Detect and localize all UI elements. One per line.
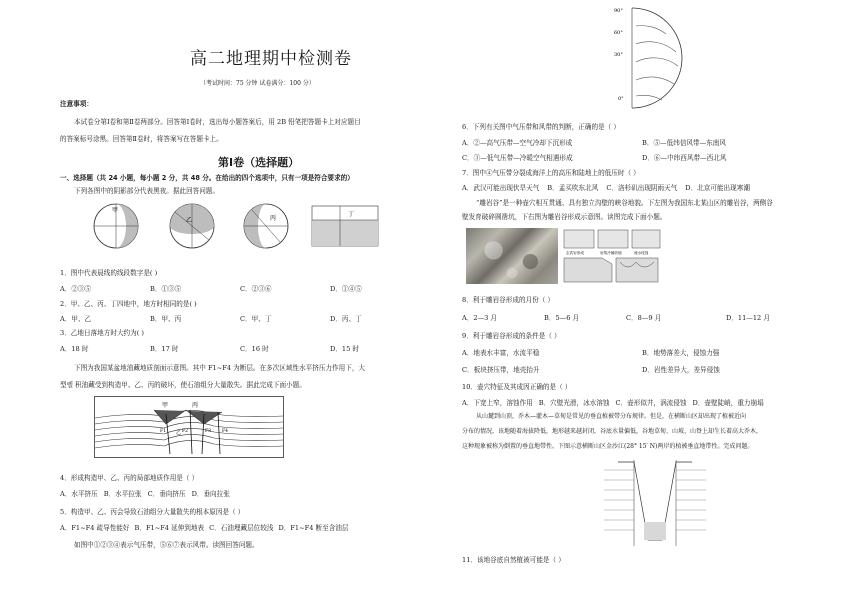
q1-opt-a[interactable]: A．②③⑤: [60, 285, 92, 293]
strata-marker-f2: F2: [182, 429, 188, 434]
q2-opt-d[interactable]: D．丙、丁: [330, 315, 362, 323]
globe-1-label: 甲: [112, 207, 119, 214]
globe-4: [312, 206, 378, 246]
block-caption-3: 流水侵蚀: [634, 251, 649, 255]
q1-options: [60, 285, 420, 294]
block-caption-1: 玄武岩形成: [566, 251, 584, 255]
section-instruction: 一、选择题（共 24 小题，每小题 2 分，共 48 分。在给出的四个选项中，只有一项是符合要求的）: [60, 174, 354, 182]
globe-figures: [90, 200, 390, 252]
q7-opt-d[interactable]: D．北京可能出现寒潮: [685, 184, 750, 192]
q5-opt-d[interactable]: D．F1~F4 断至含油层: [278, 524, 349, 532]
q4-opt-b[interactable]: B．水平拉张: [103, 490, 142, 498]
q4-opt-a[interactable]: A．水平挤压: [60, 490, 98, 498]
q5-opt-a[interactable]: A．F1~F4 疏导性能好: [60, 524, 130, 532]
q4-stem: 4．形成构造甲、乙、丙的局部地质作用是（ ）: [60, 474, 199, 482]
q2-opt-c[interactable]: C．甲、丁: [240, 315, 272, 323]
strata-marker-f4: F4: [222, 429, 228, 434]
notes-heading: 注意事项：: [60, 100, 93, 108]
q11-stem: 11．该地谷底自然植被可能是（ ）: [462, 556, 565, 564]
section-title: 第Ⅰ卷（选择题）: [218, 156, 300, 169]
block-caption-2: 岩浆冷凝收缩: [600, 251, 622, 255]
q2-opt-a[interactable]: A．甲、乙: [60, 315, 92, 323]
q10-stem: 10．壶穴特征及其成因正确的是（ ）: [462, 383, 572, 391]
strata-marker-f3: F3: [205, 429, 211, 434]
passage3: 如图中①②③④表示气压带，⑤⑥⑦表示风带。读图回答问题。: [74, 541, 259, 549]
notes-line-1: 本试卷分第Ⅰ卷和第Ⅱ卷两部分。回答第Ⅰ卷时，选出每小题答案后，用 2B 铅笔把答题卡上对应题目: [74, 118, 361, 126]
q8-opt-a[interactable]: A．2—3 月: [462, 314, 498, 322]
q2-stem: 2．甲、乙、丙、丁四地中，地方时相同的是( ): [60, 300, 197, 308]
left-column: [60, 0, 422, 608]
q6-stem: 6．下列有关图中气压带和风带的判断，正确的是（ ）: [462, 123, 620, 131]
q6-opt-b[interactable]: B．⑤—低纬信风带—东南风: [642, 139, 726, 147]
q10-options: [462, 399, 764, 408]
passage4-line-1: “雕岩谷”是一种壶穴相互贯通、具有独立沟壁的峡谷地貌。下左图为我国东北某山区的雕岩谷，两侧谷: [476, 199, 773, 207]
q3-opt-d[interactable]: D．15 时: [330, 345, 359, 353]
globe-1: [94, 204, 138, 248]
q3-opt-c[interactable]: C．16 时: [240, 345, 269, 353]
q7-options: [462, 184, 750, 193]
q1-opt-b[interactable]: B．①③⑤: [150, 285, 182, 293]
q10-opt-c[interactable]: C．壶形似井，涡流侵蚀: [615, 399, 687, 407]
q3-opt-b[interactable]: B．17 时: [150, 345, 179, 353]
pressure-belt-figure: [612, 4, 702, 112]
q2-opt-b[interactable]: B．甲、丙: [150, 315, 182, 323]
q1-opt-c[interactable]: C．②③⑥: [240, 285, 272, 293]
canyon-photo: [466, 228, 558, 284]
notes-line-2: 的答案标号涂黑。回答第Ⅱ卷时，将答案写在答题卡上。: [60, 135, 223, 143]
q7-opt-b[interactable]: B．孟买吹东北风: [547, 184, 599, 192]
q7-stem: 7．图中④气压带分裂成海洋上的高压和陆地上的低压时（ ）: [462, 169, 640, 177]
q8-options: [462, 314, 830, 323]
q5-opt-b[interactable]: B．F1~F4 延伸到地表: [134, 524, 205, 532]
strata-figure: [94, 396, 284, 458]
q5-options: [60, 524, 348, 533]
q9-stem: 9．利于雕岩谷形成的条件是（ ）: [462, 332, 561, 340]
passage5-line-1: 从山麓到山顶，乔木—灌木—草甸是常见的垂直植被带分布规律。但是，在横断山区却出现了植被近向: [476, 413, 747, 420]
q4-opt-d[interactable]: D．垂向拉张: [191, 490, 230, 498]
lat-label-60: 60°: [614, 30, 623, 36]
globe-4-label: 丁: [348, 211, 355, 218]
q8-stem: 8．利于雕岩谷形成的月份（ ）: [462, 296, 555, 304]
q8-opt-d[interactable]: D．11—12 月: [726, 314, 770, 322]
globe-2-label: 乙: [186, 217, 193, 224]
right-column: [462, 0, 830, 608]
exam-meta: （考试时间：75 分钟 试卷满分：100 分）: [200, 80, 315, 87]
q8-opt-c[interactable]: C．8—9 月: [626, 314, 662, 322]
passage5-line-2: 分布的情况，该地随着海拔降低，地形越来越封闭，谷底水量偏低，谷地草甸、山坡、山脊上却生长着高大乔木，: [462, 428, 763, 435]
passage2-line-1: 下图为我国某盆地油藏地质剖面示意图。其中 F1~F4 为断层。在多次区域性水平挤压力作用下，大: [74, 364, 366, 372]
q2-options: [60, 315, 420, 324]
q4-opt-c[interactable]: C．垂向挤压: [147, 490, 186, 498]
q3-stem: 3．乙地日落地方时大约为( ): [60, 329, 144, 337]
q9-opt-a[interactable]: A．地表水丰富，水流平稳: [462, 349, 540, 357]
q1-opt-d[interactable]: D．①④⑤: [330, 285, 362, 293]
lat-label-30: 30°: [614, 52, 623, 58]
q6-opt-a[interactable]: A．②—高气压带—空气冷却下沉形成: [462, 139, 573, 147]
q4-options: [60, 490, 230, 499]
q3-opt-a[interactable]: A．18 时: [60, 345, 89, 353]
formation-diagram: [562, 228, 662, 284]
section-intro: 下列各图中的阴影部分代表黑夜。据此回答问题。: [74, 187, 220, 195]
q9-opt-d[interactable]: D．岩性差异大，差异侵蚀: [642, 366, 720, 374]
q6-opt-c[interactable]: C．③—低气压带—冷暖空气相遇形成: [462, 154, 573, 162]
globe-3: [244, 204, 288, 248]
strata-label-jia: 甲: [162, 402, 169, 409]
vegetation-zonation-figure: [600, 458, 710, 548]
globe-2: [170, 204, 214, 248]
strata-marker-f1: F1: [160, 429, 166, 434]
q6-opt-d[interactable]: D．⑥—中纬西风带—西北风: [642, 154, 727, 162]
q5-opt-c[interactable]: C．石油埋藏层位较浅: [209, 524, 274, 532]
passage2-line-2: 型렐 积油藏受到构造甲、乙、丙的破坏，使石油组分大量散失。据此完成下面小题。: [60, 381, 306, 389]
lat-label-90: 90°: [614, 8, 623, 14]
q5-stem: 5．构造甲、乙、丙会导致石油组分大量散失的根本原因是（ ）: [60, 508, 245, 516]
q9-opt-b[interactable]: B．地势落差大，侵蚀力强: [642, 349, 720, 357]
lat-label-0: 0°: [618, 96, 624, 102]
q8-opt-b[interactable]: B．5—6 月: [544, 314, 580, 322]
passage4-line-2: 壁发育破碎圆凿坑，下右图为雕岩谷形成示意图。读图完成下面小题。: [462, 213, 667, 221]
q1-stem: 1．图中代表晨线的线段数字是( ): [60, 269, 158, 277]
q10-opt-b[interactable]: B．穴壁光滑，冰水溶蚀: [538, 399, 610, 407]
q9-opt-c[interactable]: C．板块挤压带，地壳抬升: [462, 366, 540, 374]
passage5-line-3: 这种现象被称为倒置的垂直地带性。下图示意横断山区金沙江(28° 15′ N)两岸的植被垂直地带性。完成问题。: [462, 443, 754, 450]
strata-label-yi: 乙: [176, 430, 182, 436]
q7-opt-a[interactable]: A．武汉可能出现伏旱天气: [462, 184, 540, 192]
q10-opt-d[interactable]: D．壶壁陡峭，重力崩塌: [692, 399, 764, 407]
q3-options: [60, 345, 420, 354]
q10-opt-a[interactable]: A．下宽上窄，溶蚀作用: [462, 399, 533, 407]
q7-opt-c[interactable]: C．洛杉矶出现阴雨天气: [606, 184, 678, 192]
strata-label-bing: 丙: [192, 402, 199, 409]
globe-3-label: 丙: [270, 215, 277, 222]
page-title: 高二地理期中检测卷: [190, 49, 352, 69]
